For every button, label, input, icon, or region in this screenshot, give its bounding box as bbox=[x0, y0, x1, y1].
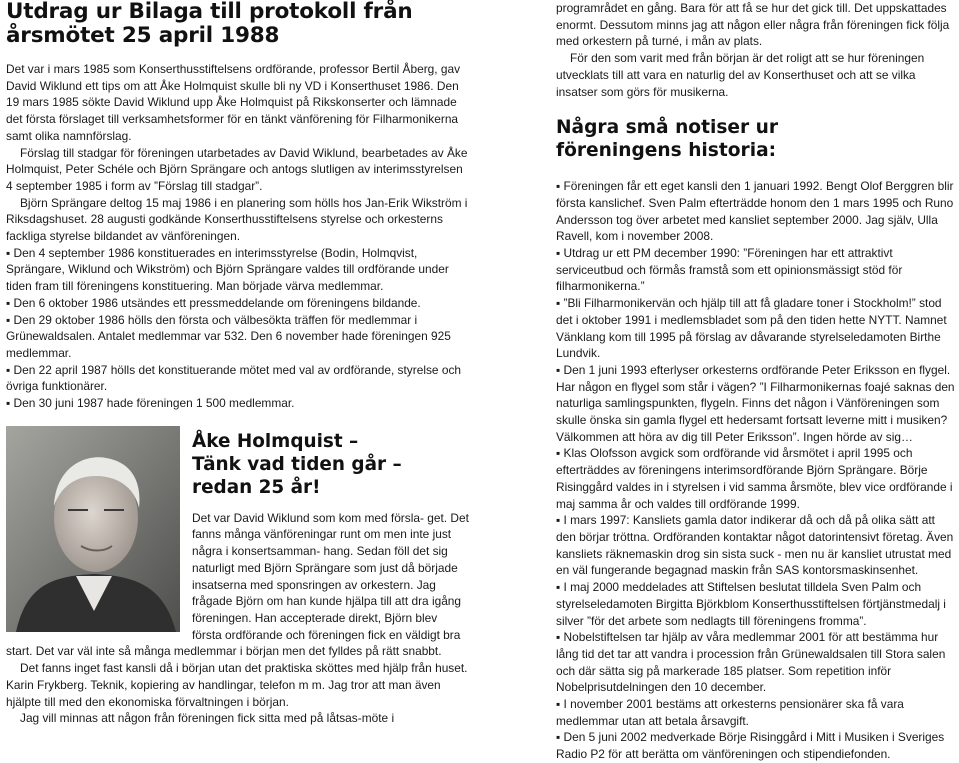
story-paragraph: Det var David Wiklund som kom med försla- get. Det fanns många vänföreningar runt om men inte just några i konsertsamman- hang. Sedan föll det sig naturligt med Björn Sprängare som just då började insatserna med sponsringen av orkestern. Jag frågade Björn om han kunde hjälpa till att dra igång föreningen. Han accepterade direkt, Björn blev första ordförande och föreningen fick en väldigt bra start. Det var väl inte så många medlemmar i början men det fylldes på rätt snabbt. bbox=[6, 510, 469, 659]
note-item: ▪ Utdrag ur ett PM december 1990: ”Föreningen har ett attraktivt serviceutbud och förmås framstå som ett opinionsmässigt stöd för filharmonikerna.” bbox=[556, 246, 903, 294]
note-item: ▪ Klas Olofsson avgick som ordförande vid årsmötet i april 1995 och efterträddes av föreningens interimsordförande Björn Sprängare. Börje Risinggård valdes in i styrelsen i vid samma årsmöte, blev vice ordförande i maj samma år och valdes till ordförande 1999. bbox=[556, 446, 953, 511]
story-paragraph-2: Det fanns inget fast kansli då i början utan det praktiska sköttes med hjälp från huset. Karin Frykberg. Teknik, kopiering av handlingar, telefon m m. Jag tror att man även hjälpte till med den ekonomiska förvaltningen i början. bbox=[6, 661, 468, 709]
notes-heading-line-1: Några små notiser ur bbox=[556, 117, 779, 139]
quote-line-2: Tänk vad tiden går – bbox=[192, 453, 402, 475]
history-bullet: ▪ Den 29 oktober 1986 hölls den första och välbesökta träffen för medlemmar i Grünewaldsalen. Antalet medlemmar var 532. Den 6 november hade föreningen 925 medlemmar. bbox=[6, 312, 451, 360]
article-title bbox=[6, 0, 470, 48]
note-item: ▪ I mars 1997: Kansliets gamla dator indikerar då och då på olika sätt att den börjar tröttna. Ordföranden kontaktar något datorintensivt företag. Även kansliets räknemaskin drog sin sista suck - men nu är kansliet utrustat med en väl fungerande begagnad maskin från SAS kontorsmaskinsenhet. bbox=[556, 513, 954, 578]
note-item: ▪ I november 2001 bestäms att orkesterns pensionärer ska få vara medlemmar utan att betala årsavgift. bbox=[556, 697, 904, 728]
right-column bbox=[556, 0, 958, 763]
development-paragraph: För den som varit med från början är det roligt att se hur föreningen utvecklats till att vara en naturlig del av Konserthuset och att se vilka insatser som görs för musikerna. bbox=[556, 51, 925, 99]
note-item: ▪ I maj 2000 meddelades att Stiftelsen beslutat tilldela Sven Palm och styrelseledamoten Birgitta Björkblom Konserthusstiftelsen förtjänstmedalj i silver ”för det arbete som nedlagts till föreningens fromma”. bbox=[556, 580, 946, 628]
title-line-1: Utdrag ur Bilaga till protokoll från bbox=[6, 0, 413, 24]
continued-paragraph: programrådet en gång. Bara för att få se hur det gick till. Det uppskattades enormt. Dessutom minns jag att någon eller några från föreningen fick följa med orkestern på turné, i mån av plats. bbox=[556, 1, 950, 49]
history-bullet: ▪ Den 30 juni 1987 hade föreningen 1 500 medlemmar. bbox=[6, 396, 295, 411]
planning-paragraph: Björn Sprängare deltog 15 maj 1986 i en planering som hölls hos Jan-Erik Wikström i Riksdagshuset. 28 augusti godkände Konserthusstiftelsens styrelse och orkesterns fackliga styrelse bildandet av vänföreningen. bbox=[6, 195, 468, 244]
notes-heading bbox=[556, 117, 958, 162]
notes-heading-line-2: föreningens historia: bbox=[556, 139, 777, 161]
statutes-paragraph: Förslag till stadgar för föreningen utarbetades av David Wiklund, bearbetades av Åke Holmquist, Peter Schéle och Björn Sprängare och antogs slutligen av interimsstyrelsen 4 september 1985 i form av ”Förslag till stadgar”. bbox=[6, 145, 468, 193]
note-item: ▪ Den 5 juni 2002 medverkade Börje Risinggård i Mitt i Musiken i Sveriges Radio P2 för att berätta om vänföreningen och stipendiefonden. bbox=[556, 730, 945, 762]
note-item: ▪ Den 1 juni 1993 efterlyser orkesterns ordförande Peter Eriksson en flygel. Har någon en flygel som står i vägen? ”I Filharmonikernas foajé saknas den naturliga samlingspunkten, flygeln. Finns det någon i Vänföreningen som skulle önska sin gamla flygel ett hedersamt fortsatt leverne mitt i musiken? Välkommen att höra av dig till Peter Eriksson”. Ingen hörde av sig… bbox=[556, 362, 955, 444]
quote-line-1: Åke Holmquist – bbox=[192, 430, 359, 452]
title-line-2: årsmötet 25 april 1988 bbox=[6, 23, 280, 48]
history-bullet: ▪ Den 4 september 1986 konstituerades en interimsstyrelse (Bodin, Holmqvist, Sprängare, Wiklund och Wikström) och Björn Sprängare valdes till ordförande under tiden fram till föreningens konstituering. Man började värva medlemmar. bbox=[6, 245, 449, 294]
portrait-photo bbox=[6, 426, 180, 632]
history-bullet: ▪ Den 6 oktober 1986 utsändes ett pressmeddelande om föreningens bildande. bbox=[6, 295, 421, 310]
left-column bbox=[6, 0, 470, 727]
story-paragraph-3: Jag vill minnas att någon från föreningen fick sitta med på låtsas-möte i bbox=[20, 711, 395, 726]
note-item: ▪ ”Bli Filharmonikervän och hjälp till att få gladare toner i Stockholm!” stod det i oktober 1991 i medlemsbladet som på den tiden hette NYTT. Namnet Vänklang kom till 1995 på förslag av dåvarande styrelseledamoten Birthe Lundvik. bbox=[556, 296, 947, 361]
history-bullet: ▪ Den 22 april 1987 hölls det konstituerande mötet med val av ordförande, styrelse och övriga funktionärer. bbox=[6, 362, 461, 394]
intro-paragraph: Det var i mars 1985 som Konserthusstiftelsens ordförande, professor Bertil Åberg, gav David Wiklund ett tips om att Åke Holmquist skulle bli ny VD i Konserthuset 1986. Den 19 mars 1985 sökte David Wiklund upp Åke Holmquist på Rikskonserter och lämnade det första förslaget till verksamhetsformer för en tänkt vänförening för Filharmonikerna samt olika namnförslag. bbox=[6, 62, 461, 143]
quote-line-3: redan 25 år! bbox=[192, 476, 321, 498]
note-item: ▪ Föreningen får ett eget kansli den 1 januari 1992. Bengt Olof Berggren blir första kanslichef. Sven Palm efterträdde honom den 1 mars 1995 och Runo Andersson tog över arbetet med kansliet september 2000. Jag själv, Ulla Ravell, kom i november 2008. bbox=[556, 179, 954, 244]
note-item: ▪ Nobelstiftelsen tar hjälp av våra medlemmar 2001 för att bestämma hur lång tid det tar att vandra i procession från Grünewaldsalen till Stora salen och där sätta sig på markerade 185 platser. Som repetition inför Nobelprisutdelningen den 10 december. bbox=[556, 630, 946, 695]
